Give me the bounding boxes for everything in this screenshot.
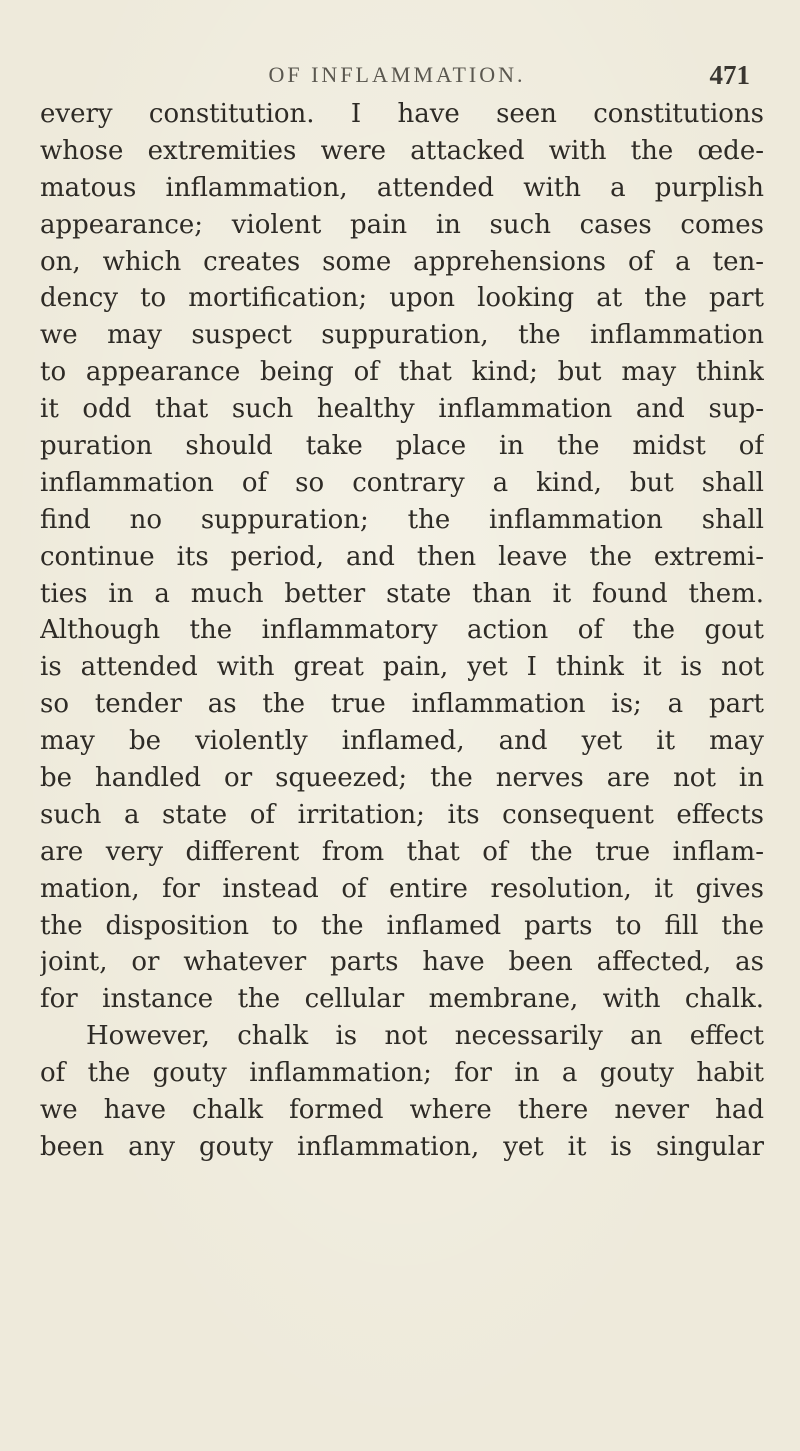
text-line: whose extremities were attacked with the œde- <box>40 135 764 166</box>
text-line: to appearance being of that kind; but may think <box>40 357 764 388</box>
page-number: 471 <box>709 60 750 90</box>
text-line: may be violently inflamed, and yet it may <box>40 726 764 757</box>
text-line: Although the inflammatory action of the gout <box>40 615 764 646</box>
text-line: every constitution. I have seen constitutions <box>40 99 764 129</box>
text-line: inflammation of so contrary a kind, but shall <box>40 467 764 498</box>
text-line: for instance the cellular membrane, with chalk. <box>40 984 764 1015</box>
text-line: dency to mortification; upon looking at the part <box>40 283 764 314</box>
text-line: mation, for instead of entire resolution, it gives <box>40 873 764 904</box>
text-line: matous inflammation, attended with a purplish <box>40 172 764 203</box>
text-line: ties in a much better state than it found them. <box>40 578 764 609</box>
text-line: appearance; violent pain in such cases comes <box>40 209 764 240</box>
text-line: been any gouty inflammation, yet it is singular <box>40 1131 764 1162</box>
text-line: it odd that such healthy inflammation and sup- <box>40 394 764 425</box>
body-text <box>40 96 764 1166</box>
text-line: such a state of irritation; its consequent effects <box>40 799 764 830</box>
text-line: find no suppuration; the inflammation shall <box>40 504 764 535</box>
text-line: we have chalk formed where there never had <box>40 1095 764 1126</box>
text-line: so tender as the true inflammation is; a part <box>40 689 764 720</box>
text-line: on, which creates some apprehensions of a ten- <box>40 246 764 277</box>
running-head: OF INFLAMMATION. <box>268 62 526 87</box>
text-line: are very different from that of the true inflam- <box>40 836 764 867</box>
text-line: of the gouty inflammation; for in a gouty habit <box>40 1058 764 1089</box>
text-line: However, chalk is not necessarily an effect <box>86 1021 764 1052</box>
text-line: the disposition to the inflamed parts to fill the <box>40 910 764 941</box>
text-line: is attended with great pain, yet I think it is not <box>40 652 764 683</box>
text-line: puration should take place in the midst of <box>40 431 764 462</box>
text-line: be handled or squeezed; the nerves are not in <box>40 763 764 794</box>
text-line: continue its period, and then leave the extremi- <box>40 541 764 572</box>
text-line: we may suspect suppuration, the inflammation <box>40 320 764 351</box>
text-line: joint, or whatever parts have been affected, as <box>40 947 764 978</box>
